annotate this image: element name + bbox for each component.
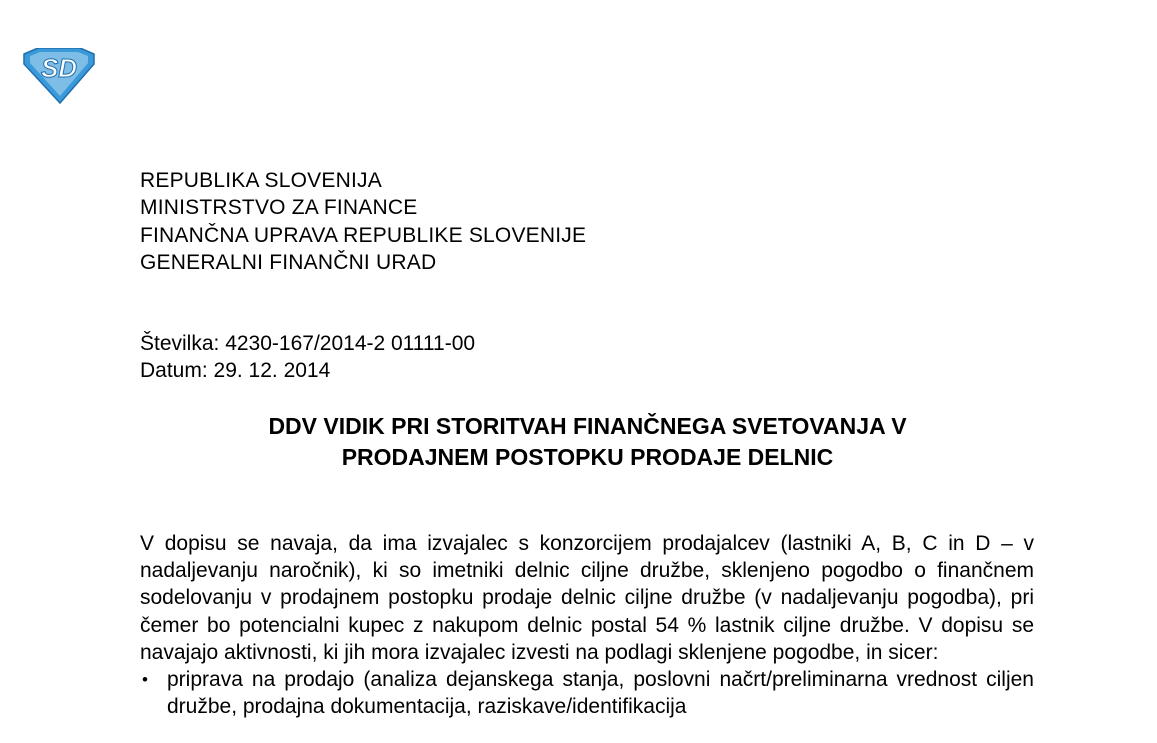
activity-list bbox=[140, 666, 1034, 720]
list-item-text: priprava na prodajo (analiza dejanskega stanja, poslovni načrt/preliminarna vrednost ciljen družbe, prodajna dokumentacija, raziskave/identifikacija bbox=[167, 668, 1034, 719]
header-line-fiscal-authority: FINANČNA UPRAVA REPUBLIKE SLOVENIJE bbox=[140, 223, 587, 247]
header-line-republic: REPUBLIKA SLOVENIJA bbox=[140, 169, 382, 192]
sd-shield-logo-icon bbox=[22, 48, 96, 104]
document-number: Številka: 4230-167/2014-2 01111-00 bbox=[140, 332, 476, 355]
header-line-ministry: MINISTRSTVO ZA FINANCE bbox=[140, 196, 418, 220]
document-body bbox=[140, 530, 1034, 720]
body-paragraph: V dopisu se navaja, da ima izvajalec s konzorcijem prodajalcev (lastniki A, B, C in D – v nadaljevanju naročnik), ki so imetniki delnic ciljne družbe, sklenjeno pogodbo o finančnem sodelovanju v prodajnem postopku prodaje delnic ciljne družbe (v nadaljevanju pogodba), pri čemer bo potencialni kupec z nakupom delnic postal 54 % lastnik ciljne družbe. V dopisu se navajajo aktivnosti, ki jih mora izvajalec izvesti na podlagi sklenjene pogodbe, in sicer: bbox=[140, 532, 1034, 664]
list-item bbox=[140, 666, 1034, 720]
document-meta bbox=[140, 330, 475, 385]
logo-text: SD bbox=[40, 53, 78, 83]
document-date: Datum: 29. 12. 2014 bbox=[140, 359, 331, 383]
logo bbox=[22, 48, 96, 104]
title-line-1: DDV VIDIK PRI STORITVAH FINANČNEGA SVETOVANJA V bbox=[268, 413, 907, 439]
header-line-office: GENERALNI FINANČNI URAD bbox=[140, 250, 437, 274]
title-line-2: PRODAJNEM POSTOPKU PRODAJE DELNIC bbox=[341, 444, 834, 470]
institution-header bbox=[140, 167, 586, 276]
bullet-icon: • bbox=[142, 670, 148, 690]
document-title bbox=[140, 411, 1035, 473]
